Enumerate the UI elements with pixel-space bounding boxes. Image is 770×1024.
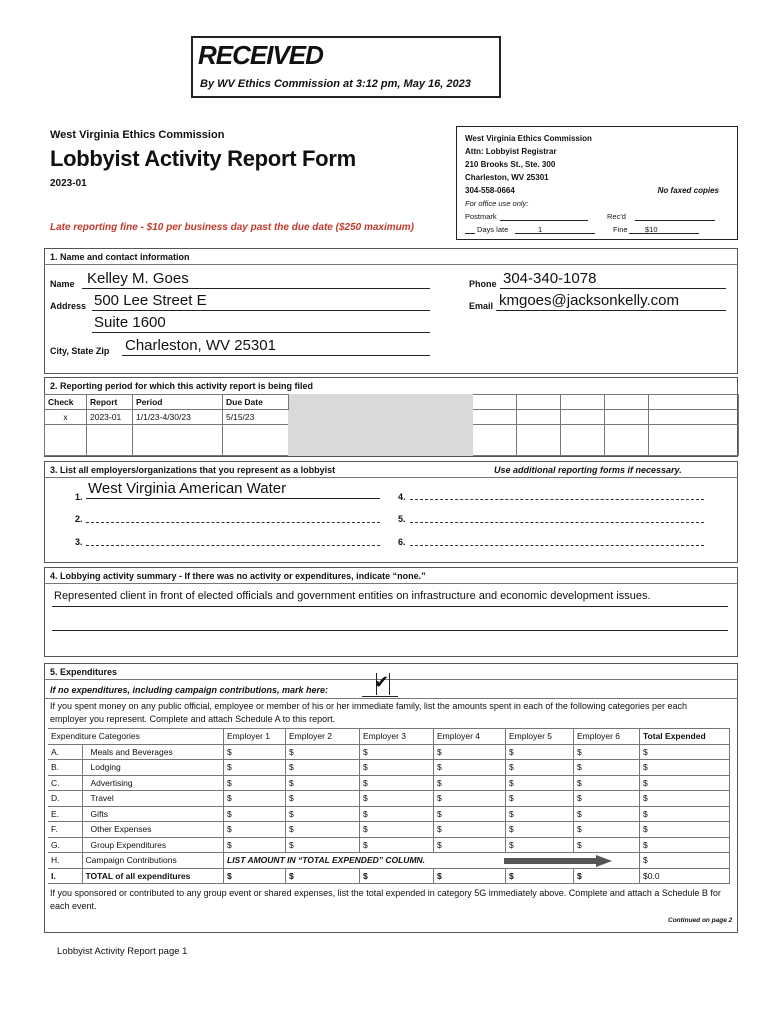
expenditure-amount-cell: $ xyxy=(434,806,506,822)
col-period: Period xyxy=(133,395,223,410)
col-employer-6: Employer 6 xyxy=(574,729,640,745)
expenditure-amount-cell: $ xyxy=(640,791,730,807)
office-address-box xyxy=(456,126,738,240)
section-1-heading: 1. Name and contact information xyxy=(50,252,190,262)
expenditure-letter: E. xyxy=(48,806,82,822)
expenditure-category: Travel xyxy=(82,791,224,807)
arrow-right-icon xyxy=(504,855,612,867)
expenditure-letter: D. xyxy=(48,791,82,807)
campaign-note: LIST AMOUNT IN “TOTAL EXPENDED” COLUMN. xyxy=(227,855,426,866)
expenditure-category: Advertising xyxy=(82,775,224,791)
expenditure-amount-cell: $ xyxy=(360,744,434,760)
expenditure-row xyxy=(48,744,730,760)
reporting-period-table xyxy=(44,394,739,456)
expenditure-amount-cell: $ xyxy=(286,822,360,838)
expenditure-amount-cell: $ xyxy=(360,791,434,807)
expenditure-row xyxy=(48,837,730,853)
section-3-heading: 3. List all employers/organizations that you represent as a lobbyist xyxy=(50,465,336,475)
expenditure-category: Meals and Beverages xyxy=(82,744,224,760)
employer-1-value: West Virginia American Water xyxy=(88,480,287,497)
expenditure-amount-cell: $ xyxy=(640,760,730,776)
address-line1: 500 Lee Street E xyxy=(94,292,207,309)
expenditure-instructions: If you spent money on any public official, employee or member of his or her immediate family, list the amounts spent in each of the following categories per each employer you represent. Complete and attach Schedule A to this report. xyxy=(50,701,687,724)
no-expenditures-label: If no expenditures, including campaign contributions, mark here: xyxy=(50,685,329,695)
section-3-note: Use additional reporting forms if necessary. xyxy=(494,465,682,475)
page-title: Lobbyist Activity Report Form xyxy=(50,146,356,171)
row-period: 1/1/23-4/30/23 xyxy=(133,410,223,425)
row-h-name: Campaign Contributions xyxy=(82,853,224,869)
expenditure-amount-cell: $ xyxy=(360,837,434,853)
office-line1: West Virginia Ethics Commission xyxy=(465,134,592,143)
expenditure-amount-cell: $ xyxy=(224,760,286,776)
section-4-heading: 4. Lobbying activity summary - If there was no activity or expenditures, indicate “none.” xyxy=(50,571,426,581)
office-phone: 304-558-0664 xyxy=(465,186,515,195)
row-check: x xyxy=(45,410,87,425)
row-i-dollar: $ xyxy=(224,868,286,884)
expenditure-amount-cell: $ xyxy=(286,760,360,776)
expenditure-amount-cell: $ xyxy=(434,837,506,853)
group-event-note: If you sponsored or contributed to any group event or shared expenses, list the total expended in category 5G immediately above. Complete and attach a Schedule B for each event. xyxy=(50,888,721,911)
col-check: Check xyxy=(45,395,87,410)
col-report: Report xyxy=(87,395,133,410)
phone-label: Phone xyxy=(469,279,497,289)
expenditure-amount-cell: $ xyxy=(434,791,506,807)
activity-summary: Represented client in front of elected officials and government entities on infrastructure and economic development issues. xyxy=(54,590,651,602)
expenditure-amount-cell: $ xyxy=(506,760,574,776)
expenditure-amount-cell: $ xyxy=(640,822,730,838)
expenditure-amount-cell: $ xyxy=(286,744,360,760)
phone-value: 304-340-1078 xyxy=(503,270,597,287)
col-total: Total Expended xyxy=(640,729,730,745)
continued-note: Continued on page 2 xyxy=(668,917,733,924)
agency-name: West Virginia Ethics Commission xyxy=(50,129,225,141)
expenditure-row xyxy=(48,822,730,838)
expenditure-amount-cell: $ xyxy=(224,775,286,791)
employer-6-num: 6. xyxy=(398,537,406,547)
row-i-dollar: $ xyxy=(360,868,434,884)
no-expenditures-check: ✔ xyxy=(374,672,390,692)
col-employer-4: Employer 4 xyxy=(434,729,506,745)
expenditure-amount-cell: $ xyxy=(434,822,506,838)
days-late-value: 1 xyxy=(538,225,543,234)
city-label: City, State Zip xyxy=(50,346,110,356)
expenditure-amount-cell: $ xyxy=(360,806,434,822)
city-value: Charleston, WV 25301 xyxy=(125,337,276,354)
fine-label: Fine xyxy=(613,225,628,234)
fine-value: $10 xyxy=(645,225,658,234)
expenditure-amount-cell: $ xyxy=(574,837,640,853)
expenditure-amount-cell: $ xyxy=(640,837,730,853)
days-late-label: Days late xyxy=(477,225,509,234)
row-h-total: $ xyxy=(640,853,730,869)
expenditure-amount-cell: $ xyxy=(506,775,574,791)
expenditure-amount-cell: $ xyxy=(506,744,574,760)
expenditure-amount-cell: $ xyxy=(224,806,286,822)
recd-label: Rec'd xyxy=(607,212,626,221)
row-i-dollar: $ xyxy=(574,868,640,884)
employer-5-num: 5. xyxy=(398,514,406,524)
expenditure-amount-cell: $ xyxy=(224,837,286,853)
expenditure-amount-cell: $ xyxy=(434,775,506,791)
expenditure-category: Gifts xyxy=(82,806,224,822)
name-value: Kelley M. Goes xyxy=(87,270,189,287)
page-footer: Lobbyist Activity Report page 1 xyxy=(57,946,188,957)
col-employer-2: Employer 2 xyxy=(286,729,360,745)
expenditure-letter: A. xyxy=(48,744,82,760)
row-due: 5/15/23 xyxy=(223,410,289,425)
row-i-dollar: $ xyxy=(286,868,360,884)
expenditure-amount-cell: $ xyxy=(286,775,360,791)
office-line2: Attn: Lobbyist Registrar xyxy=(465,147,557,156)
expenditure-amount-cell: $ xyxy=(574,760,640,776)
employer-3-num: 3. xyxy=(75,537,83,547)
expenditure-amount-cell: $ xyxy=(640,744,730,760)
name-label: Name xyxy=(50,279,75,289)
col-employer-3: Employer 3 xyxy=(360,729,434,745)
employer-2-num: 2. xyxy=(75,514,83,524)
expenditure-amount-cell: $ xyxy=(574,775,640,791)
expenditures-table xyxy=(48,728,730,884)
expenditure-amount-cell: $ xyxy=(224,822,286,838)
office-line3: 210 Brooks St., Ste. 300 xyxy=(465,160,556,169)
expenditure-amount-cell: $ xyxy=(286,791,360,807)
row-i-letter: I. xyxy=(48,868,82,884)
row-report: 2023-01 xyxy=(87,410,133,425)
expenditure-letter: G. xyxy=(48,837,82,853)
expenditure-amount-cell: $ xyxy=(434,760,506,776)
row-i-dollar: $ xyxy=(434,868,506,884)
col-due-date: Due Date xyxy=(223,395,289,410)
section-5-heading: 5. Expenditures xyxy=(50,667,118,677)
expenditure-amount-cell: $ xyxy=(506,822,574,838)
expenditure-amount-cell: $ xyxy=(640,775,730,791)
expenditure-amount-cell: $ xyxy=(506,837,574,853)
expenditure-amount-cell: $ xyxy=(286,837,360,853)
period-code: 2023-01 xyxy=(50,178,87,189)
col-categories: Expenditure Categories xyxy=(48,729,224,745)
expenditure-amount-cell: $ xyxy=(574,791,640,807)
section-2-heading: 2. Reporting period for which this activity report is being filed xyxy=(50,381,314,391)
expenditure-letter: C. xyxy=(48,775,82,791)
expenditure-amount-cell: $ xyxy=(360,775,434,791)
office-use-label: For office use only: xyxy=(465,199,529,208)
expenditure-row xyxy=(48,760,730,776)
address-label: Address xyxy=(50,301,87,311)
col-employer-5: Employer 5 xyxy=(506,729,574,745)
expenditure-category: Other Expenses xyxy=(82,822,224,838)
expenditure-amount-cell: $ xyxy=(360,760,434,776)
expenditure-amount-cell: $ xyxy=(224,744,286,760)
expenditure-amount-cell: $ xyxy=(640,806,730,822)
expenditure-letter: B. xyxy=(48,760,82,776)
stamp-title: RECEIVED xyxy=(198,40,323,70)
email-label: Email xyxy=(469,301,494,311)
row-i-name: TOTAL of all expenditures xyxy=(82,868,224,884)
expenditure-amount-cell: $ xyxy=(574,744,640,760)
expenditure-amount-cell: $ xyxy=(574,806,640,822)
expenditure-letter: F. xyxy=(48,822,82,838)
employer-4-num: 4. xyxy=(398,492,406,502)
no-fax-note: No faxed copies xyxy=(657,186,719,195)
col-employer-1: Employer 1 xyxy=(224,729,286,745)
address-line2: Suite 1600 xyxy=(94,314,166,331)
late-fine-notice: Late reporting fine - $10 per business day past the due date ($250 maximum) xyxy=(50,222,414,233)
received-stamp xyxy=(191,36,501,98)
expenditure-amount-cell: $ xyxy=(434,744,506,760)
stamp-subtitle: By WV Ethics Commission at 3:12 pm, May 16, 2023 xyxy=(200,78,471,90)
email-value: kmgoes@jacksonkelly.com xyxy=(499,292,680,309)
expenditure-amount-cell: $ xyxy=(506,791,574,807)
expenditure-amount-cell: $ xyxy=(286,806,360,822)
expenditure-row xyxy=(48,806,730,822)
expenditure-row xyxy=(48,791,730,807)
expenditure-category: Lodging xyxy=(82,760,224,776)
expenditure-row xyxy=(48,775,730,791)
employer-1-num: 1. xyxy=(75,492,83,502)
row-h-letter: H. xyxy=(48,853,82,869)
total-value: $0.0 xyxy=(640,868,730,884)
postmark-label: Postmark xyxy=(465,212,497,221)
office-line4: Charleston, WV 25301 xyxy=(465,173,549,182)
expenditure-amount-cell: $ xyxy=(360,822,434,838)
expenditure-amount-cell: $ xyxy=(574,822,640,838)
expenditure-amount-cell: $ xyxy=(224,791,286,807)
row-i-dollar: $ xyxy=(506,868,574,884)
expenditure-amount-cell: $ xyxy=(506,806,574,822)
expenditure-category: Group Expenditures xyxy=(82,837,224,853)
